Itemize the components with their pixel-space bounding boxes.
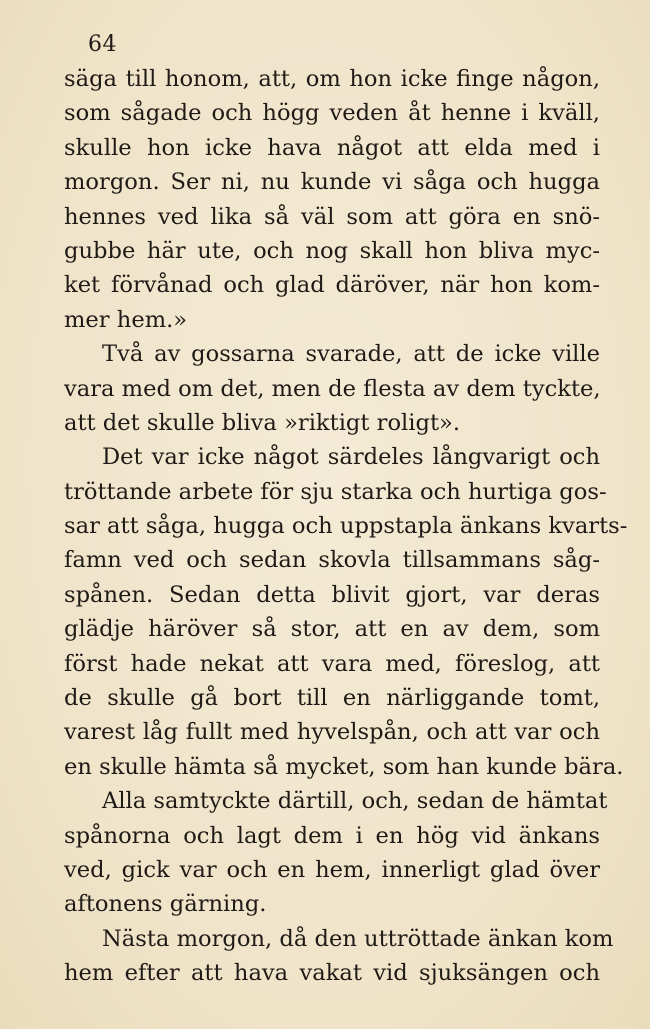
text-line: att det skulle bliva »riktigt roligt».	[64, 409, 461, 436]
text-line: Två av gossarna svarade, att de icke ville	[102, 341, 600, 368]
text-line: ket förvånad och glad däröver, när hon kom-	[64, 272, 600, 299]
text-line: spånorna och lagt dem i en hög vid änkans	[64, 822, 600, 849]
text-line: sar att såga, hugga och uppstapla änkans kvarts-	[64, 513, 628, 540]
text-line: hem efter att hava vakat vid sjuksängen och	[64, 960, 600, 987]
paragraph	[64, 440, 628, 784]
text-line: glädje häröver så stor, att en av dem, som	[64, 616, 600, 643]
text-line: spånen. Sedan detta blivit gjort, var deras	[64, 581, 600, 608]
text-line: hennes ved lika så väl som att göra en snö-	[64, 203, 600, 230]
paragraph	[64, 62, 600, 337]
text-line: vara med om det, men de flesta av dem tyckte,	[64, 375, 601, 402]
body-text	[64, 62, 628, 991]
paragraph	[64, 922, 614, 991]
page-number: 64	[88, 32, 117, 57]
text-line: en skulle hämta så mycket, som han kunde bära.	[64, 753, 624, 780]
text-line: Alla samtyckte därtill, och, sedan de hämtat	[102, 788, 608, 815]
text-line: Det var icke något särdeles långvarigt och	[102, 444, 600, 471]
text-line: skulle hon icke hava något att elda med i	[64, 134, 600, 161]
text-line: först hade nekat att vara med, föreslog, att	[64, 650, 600, 677]
text-line: ved, gick var och en hem, innerligt glad över	[64, 856, 600, 883]
text-line: aftonens gärning.	[64, 891, 267, 918]
text-line: varest låg fullt med hyvelspån, och att var och	[64, 719, 600, 746]
text-line: säga till honom, att, om hon icke finge någon,	[64, 66, 600, 92]
paragraph	[64, 784, 608, 922]
paragraph	[64, 337, 600, 440]
text-line: Nästa morgon, då den uttröttade änkan kom	[102, 925, 614, 952]
text-line: de skulle gå bort till en närliggande tomt,	[64, 685, 600, 712]
text-line: gubbe här ute, och nog skall hon bliva myc-	[64, 237, 600, 264]
text-line: mer hem.»	[64, 306, 188, 333]
text-line: morgon. Ser ni, nu kunde vi såga och hugga	[64, 169, 600, 196]
text-line: som sågade och högg veden åt henne i kväll,	[64, 100, 600, 127]
text-line: famn ved och sedan skovla tillsammans såg-	[64, 547, 600, 574]
text-line: tröttande arbete för sju starka och hurtiga gos-	[64, 478, 607, 505]
